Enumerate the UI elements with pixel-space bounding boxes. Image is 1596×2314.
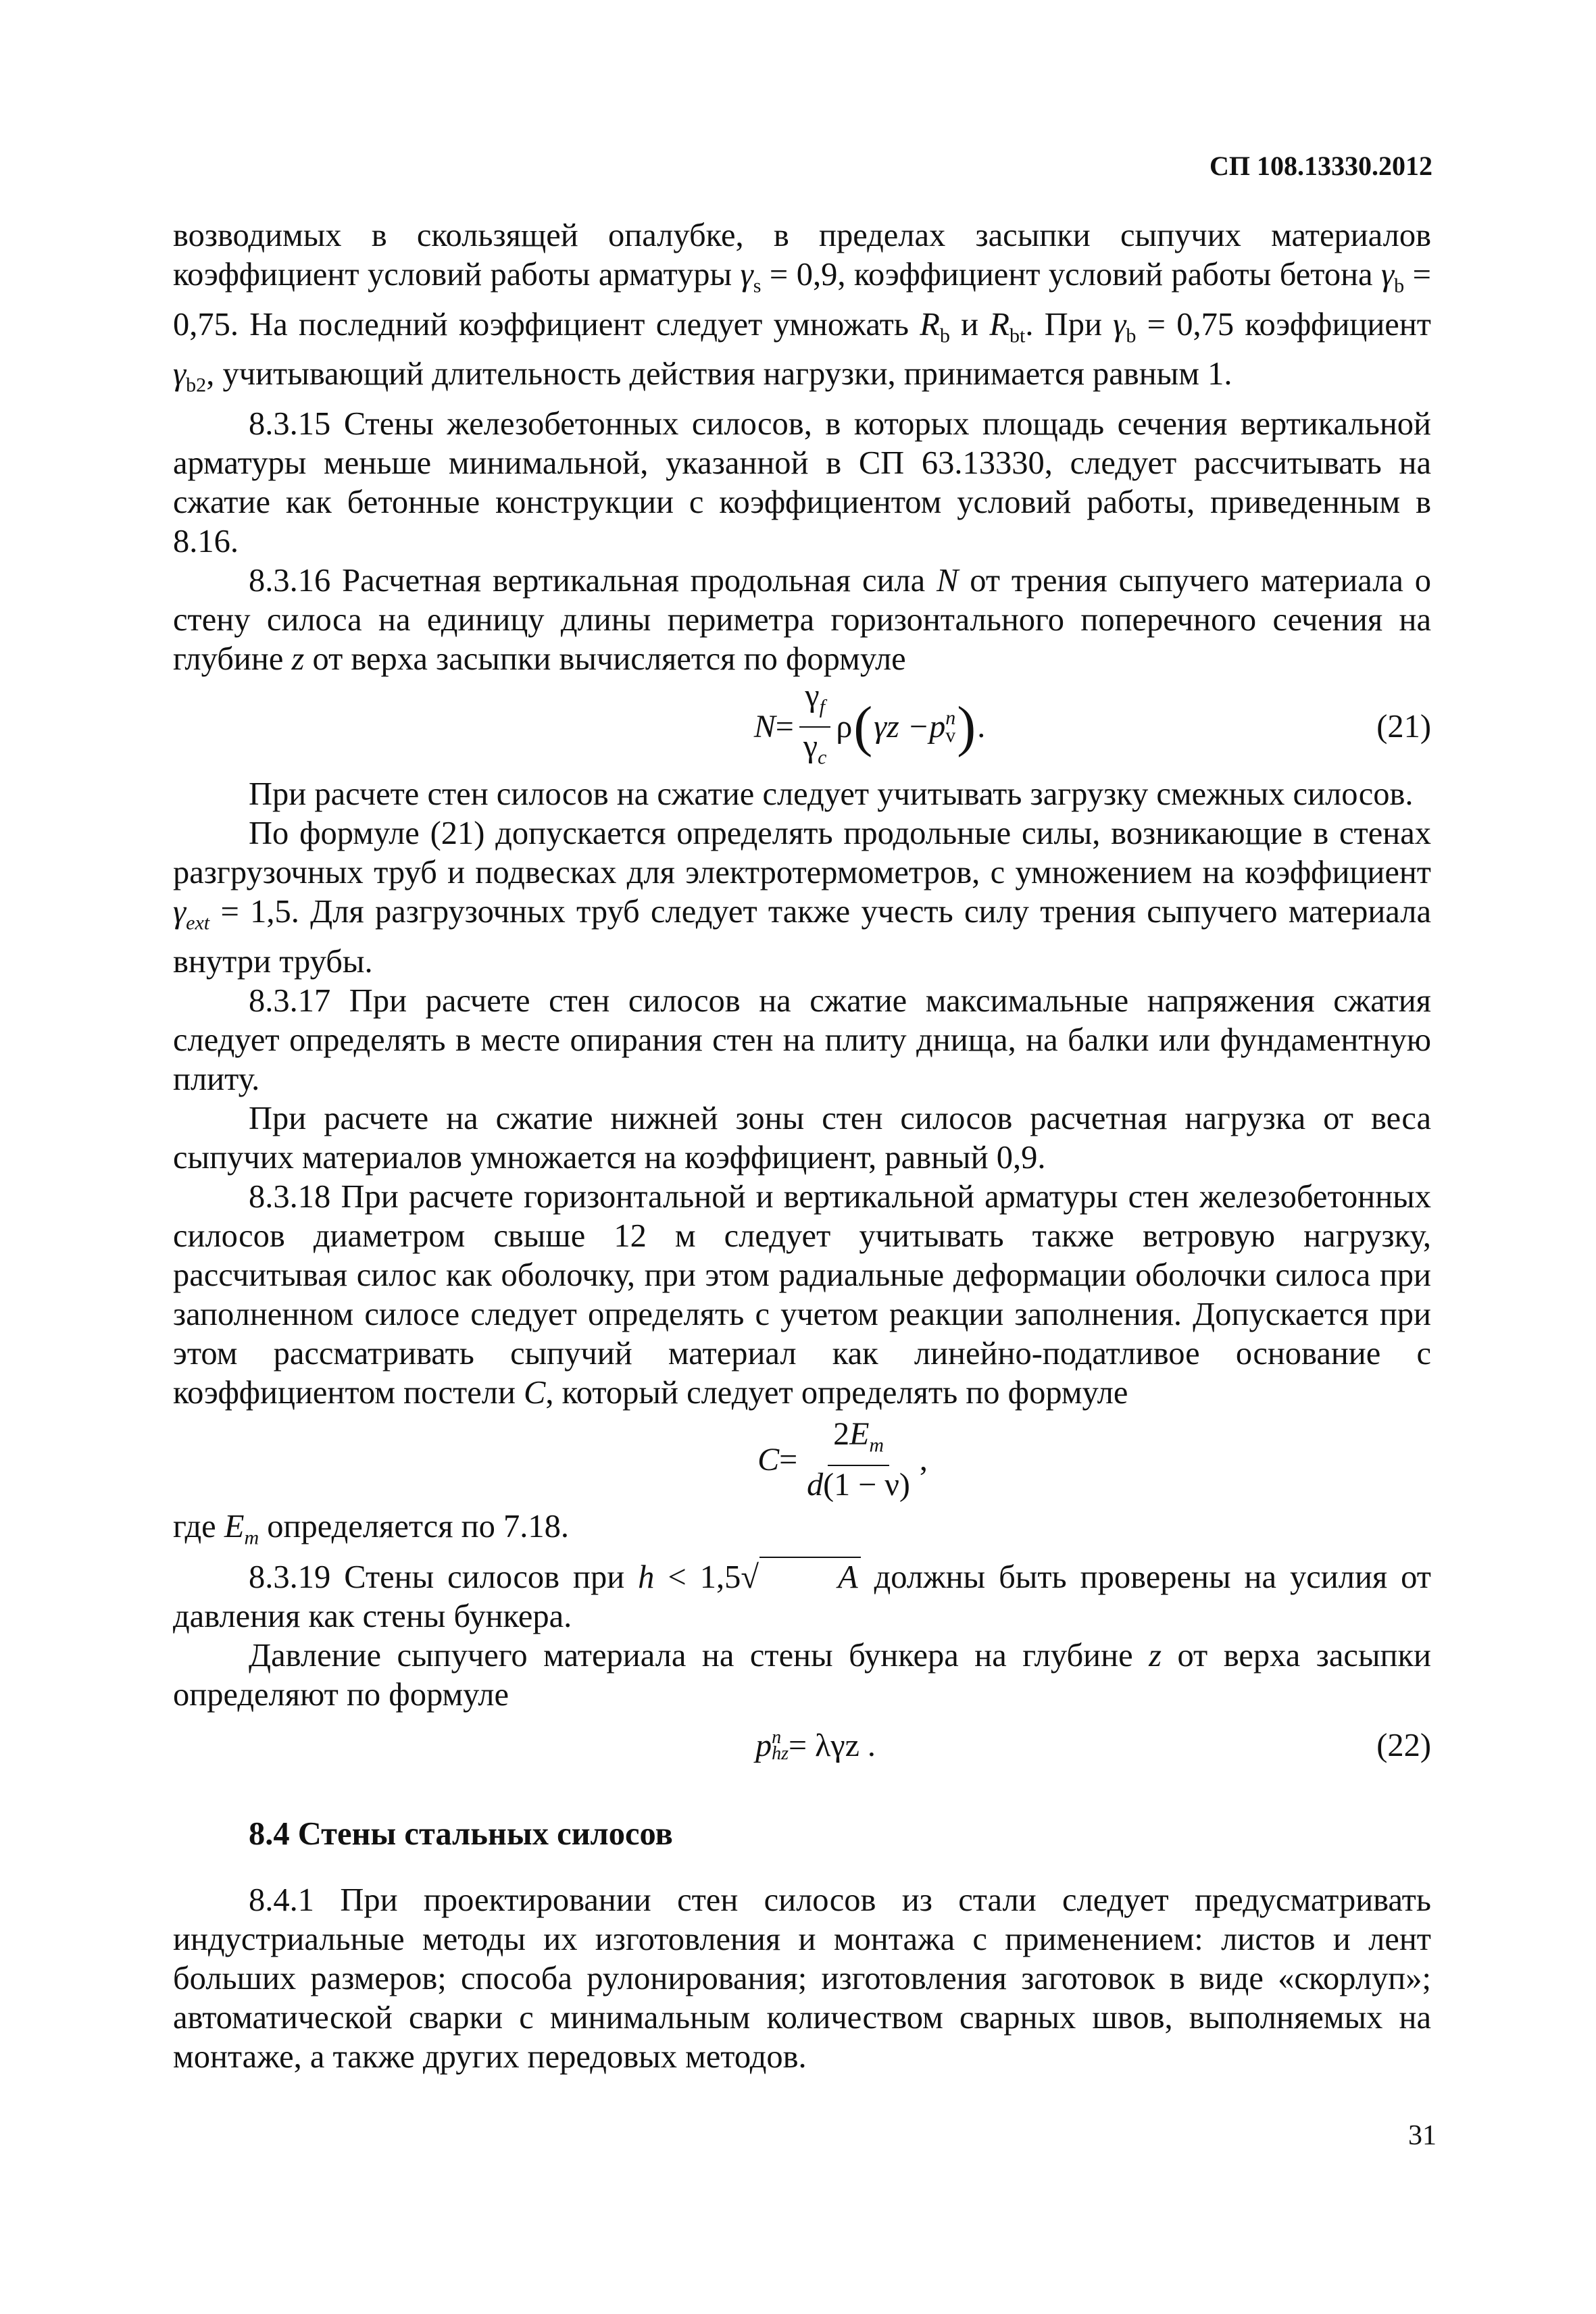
paragraph-formula-21-use: По формуле (21) допускается определять продольные силы, возникающие в стенах разгрузочных труб и подвесках для электротермометров, с умножением на коэффициент $\gamma_{ext} = 1,5$. Для разгрузочных труб следует также учесть силу трения сыпучего материала внутри трубы. bbox=[173, 815, 1431, 980]
paragraph-where-em: где $E_m$ определяется по 7.18. bbox=[173, 1508, 569, 1549]
equation-number: (21) bbox=[1376, 709, 1431, 745]
equation-number: (22) bbox=[1376, 1728, 1431, 1764]
equation-22: p n hz = λγz . (22) bbox=[755, 1727, 1431, 1765]
sqrt-icon: √ bbox=[741, 1559, 759, 1596]
paragraph-lower-zone: При расчете на сжатие нижней зоны стен силосов расчетная нагрузка от веса сыпучих материалов умножается на коэффициент, равный 0,9. bbox=[173, 1100, 1431, 1176]
fraction-gamma: $\frac{\gamma_f}{\gamma_c}$ bbox=[798, 677, 832, 776]
paragraph-8-3-15: 8.3.15 Стены железобетонных силосов, в которых площадь сечения вертикальной арматуры меньше минимальной, указанной в СП 63.13330, следует рассчитывать на сжатие как бетонные конструкции с коэффициентом условий работы, приведенным в 8.16. bbox=[173, 406, 1431, 560]
paragraph-8-3-19: 8.3.19 Стены силосов при h < 1,5√ A должны быть проверены на усилия от давления как стены бункера. bbox=[173, 1557, 1431, 1636]
paragraph-8-4-1: 8.4.1 При проектировании стен силосов из стали следует предусматривать индустриальные методы их изготовления и монтажа с применением: листов и лент больших размеров; способа рулонирования; изготовления заготовок в виде «скорлуп»; автоматической сварки с минимальным количеством сварных швов, выполняемых на монтаже, а также других передовых методов. bbox=[173, 1882, 1431, 2076]
paragraph-8-3-16: 8.3.16 Расчетная вертикальная продольная сила N от трения сыпучего материала о стену силоса на единицу длины периметра горизонтального поперечного сечения на глубине z от верха засыпки вычисляется по формуле bbox=[173, 563, 1431, 678]
paragraph-8-3-18: 8.3.18 При расчете горизонтальной и вертикальной арматуры стен железобетонных силосов диаметром свыше 12 м следует учитывать также ветровую нагрузку, рассчитывая силос как оболочку, при этом радиальные деформации оболочки силоса при заполненном силосе следует определять с учетом реакции заполнения. Допускается при этом рассматривать сыпучий материал как линейно-податливое основание с коэффициентом постели C, который следует определять по формуле bbox=[173, 1178, 1431, 1411]
paragraph-bunker-pressure: Давление сыпучего материала на стены бункера на глубине z от верха засыпки определяют по формуле bbox=[173, 1638, 1432, 1713]
paragraph-8-3-17: 8.3.17 При расчете стен силосов на сжатие максимальные напряжения сжатия следует определять в месте опирания стен на плиту днища, на балки или фундаментную плиту. bbox=[173, 982, 1431, 1097]
paragraph-continuation: возводимых в скользящей опалубке, в пределах засыпки сыпучих материалов коэффициент условий работы арматуры $\gamma_s = 0,9$, коэффициент условий работы бетона $\gamma_b = 0,75$. На последний коэффициент следует умножать $R_b$ и $R_{bt}$. При $\gamma_b = 0,75$ коэффициент $\gamma_{b2}$, учитывающий длительность действия нагрузки, принимается равным 1. bbox=[173, 218, 1431, 397]
equation-bed-coefficient: C = $\frac{2E_m}{d(1 - \nu)}$ , bbox=[757, 1416, 928, 1503]
paragraph-adjacent-silos: При расчете стен силосов на сжатие следует учитывать загрузку смежных силосов. bbox=[249, 776, 1414, 813]
document-code: СП 108.13330.2012 bbox=[1210, 151, 1432, 181]
fraction-c: $\frac{2E_m}{d(1 - \nu)}$ bbox=[807, 1416, 910, 1503]
equation-21: N = $\frac{\gamma_f}{\gamma_c}$ ρ ( γz − p n v ) . (21) bbox=[173, 683, 1431, 771]
section-heading-8-4: 8.4 Стены стальных силосов bbox=[249, 1816, 673, 1853]
page-body bbox=[173, 216, 1431, 2077]
page-number: 31 bbox=[1408, 2120, 1437, 2151]
